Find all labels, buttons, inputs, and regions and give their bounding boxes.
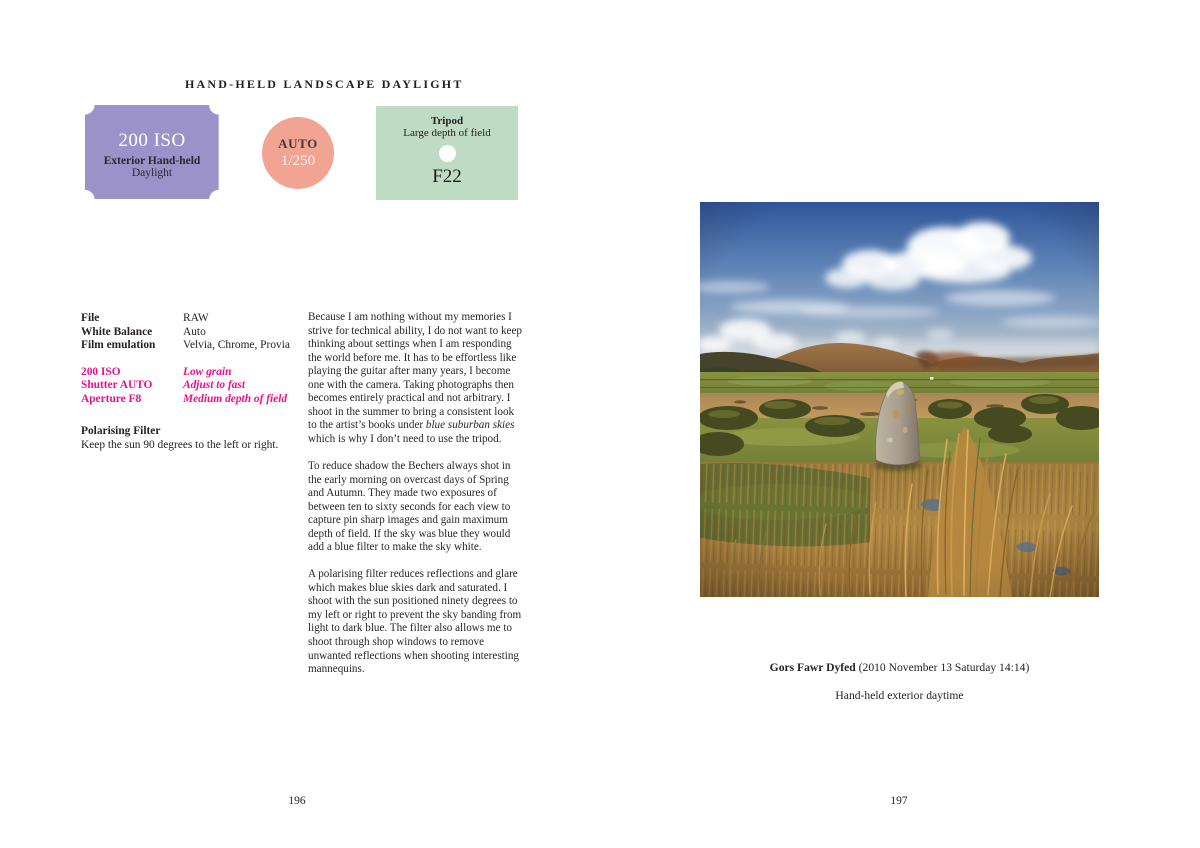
aperture-dot-icon xyxy=(439,145,456,162)
page-number-left: 196 xyxy=(288,795,306,807)
photo-caption-title: Gors Fawr Dyfed xyxy=(769,661,856,674)
body-text-column xyxy=(308,311,524,690)
shutter-speed: 1/250 xyxy=(280,153,316,169)
photo-caption-sub: Hand-held exterior daytime xyxy=(835,689,964,702)
iso-context-line1: Exterior Hand-held xyxy=(103,155,201,167)
body-paragraph: To reduce shadow the Bechers always shot in the early morning on overcast days of Spring and Autumn. They made two exposures of between ten to sixty seconds for each view to capture pin sharp images and gain maximum depth of field. If the sky was blue they would add a blue filter to make the sky white. xyxy=(308,459,511,554)
aperture-value: F22 xyxy=(432,166,462,187)
settings-highlight-group xyxy=(81,366,307,407)
iso-plaque xyxy=(85,105,219,199)
settings-row-highlight: 200 ISO Low grain xyxy=(81,365,232,378)
iso-context-line2: Daylight xyxy=(131,167,173,179)
body-paragraph: Because I am nothing without my memories I strive for technical ability, I do not want to keep thinking about settings when I am responding the world before me. It has to be effortless like playing the guitar after many years, I become one with the camera. Taking photographs then becomes entirely practical and not arbitrary. I shoot in the summer to bring a consistent look to the artist’s books under blue suburban skies which is why I don’t need to use the tripod. xyxy=(308,311,522,445)
filter-note-text: Keep the sun 90 degrees to the left or right. xyxy=(81,439,279,451)
aperture-subtitle: Large depth of field xyxy=(403,127,491,139)
settings-row-highlight: Shutter AUTO Adjust to fast xyxy=(81,379,246,392)
settings-row-highlight: Aperture F8 Medium depth of field xyxy=(81,392,288,405)
photo-caption xyxy=(700,661,1099,674)
shutter-badge xyxy=(262,117,334,189)
settings-row: White Balance Auto xyxy=(81,325,206,338)
filter-note-title: Polarising Filter xyxy=(81,425,161,437)
aperture-title: Tripod xyxy=(430,115,464,127)
body-paragraph: A polarising filter reduces reflections and glare which makes blue skies dark and saturated. I shoot with the sun positioned ninety degrees to my left or right to prevent the sky banding from light to dark blue. The filter also allows me to shoot through shop windows to remove unwanted reflections when shooting interesting mannequins. xyxy=(308,568,522,676)
settings-row: Film emulation Velvia, Chrome, Provia xyxy=(81,339,290,352)
settings-row: File RAW xyxy=(81,312,209,324)
page-number-right: 197 xyxy=(890,795,908,807)
section-title: HAND-HELD LANDSCAPE DAYLIGHT xyxy=(185,77,464,91)
landscape-photo-art xyxy=(700,202,1099,597)
photo-caption-meta: (2010 November 13 Saturday 14:14) xyxy=(855,661,1030,674)
landscape-photo xyxy=(700,202,1099,597)
settings-table xyxy=(81,312,307,407)
iso-value: 200 ISO xyxy=(118,130,186,151)
shutter-mode: AUTO xyxy=(278,136,318,151)
aperture-panel xyxy=(376,106,518,200)
